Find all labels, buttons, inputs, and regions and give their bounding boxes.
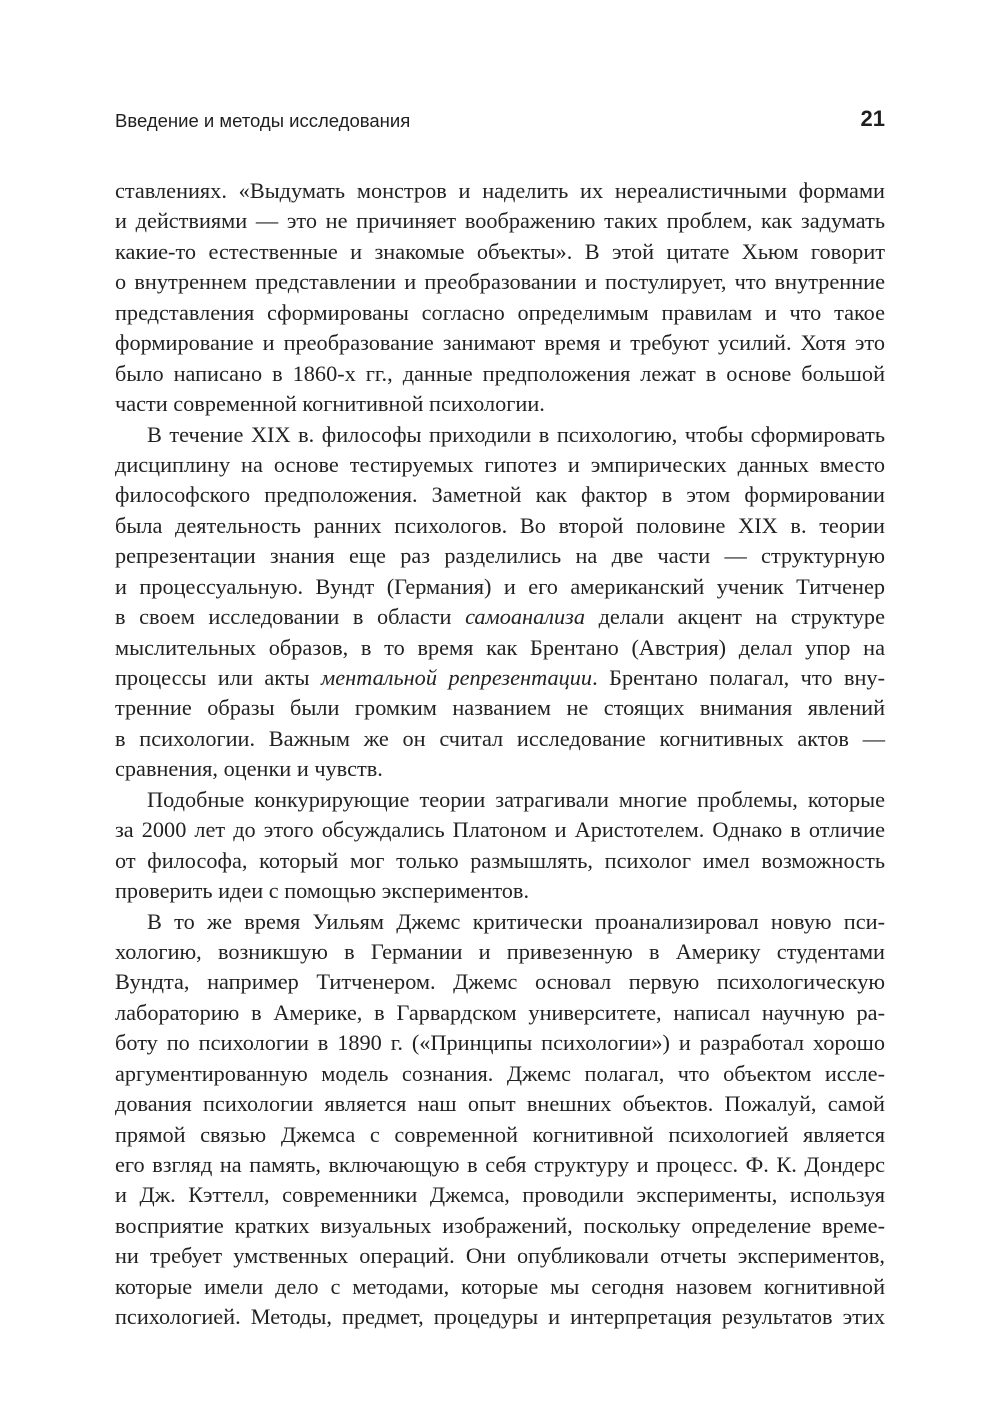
- text-segment: хологию, возникшую в Германии и привезенную в Америку студентами: [115, 938, 885, 964]
- text-segment: дования психологии является наш опыт внешних объектов. Пожалуй, самой: [115, 1091, 885, 1117]
- text-line: [115, 1302, 885, 1332]
- text-line: [115, 511, 885, 541]
- text-segment: сравнения, оценки и чувств.: [115, 756, 383, 782]
- paragraph: [115, 176, 885, 420]
- text-line: [115, 1211, 885, 1241]
- text-segment: тренние образы были громким названием не стоящих внимания явлений: [115, 695, 885, 721]
- text-segment: представления сформированы согласно определимым правилам и что такое: [115, 299, 885, 325]
- text-line: [115, 1089, 885, 1119]
- section-title: Введение и методы исследования: [115, 110, 411, 131]
- italic-term: ментальной репрезентации: [321, 665, 593, 690]
- text-line: [115, 359, 885, 389]
- text-segment: Вундта, например Титченером. Джемс основал первую психологическую: [115, 969, 885, 995]
- running-head: [115, 106, 885, 136]
- text-segment: ставлениях. «Выдумать монстров и наделить их нереалистичными формами: [115, 178, 885, 203]
- text-segment: в психологии. Важным же он считал исследование когнитивных актов —: [115, 725, 885, 751]
- text-segment: его взгляд на память, включающую в себя структуру и процесс. Ф. К. Дондерс: [115, 1152, 885, 1177]
- italic-term: самоанализа: [465, 604, 585, 630]
- text-segment: о внутреннем представлении и преобразовании и постулирует, что внутренние: [115, 269, 885, 295]
- text-segment: ни требует умственных операций. Они опубликовали отчеты экспериментов,: [115, 1243, 885, 1269]
- text-line: [115, 206, 885, 236]
- text-line: [115, 1059, 885, 1089]
- text-line: [115, 298, 885, 328]
- text-line: [115, 420, 885, 450]
- text-segment: от философа, который мог только размышлять, психолог имел возможность: [115, 847, 885, 873]
- text-segment: формирование и преобразование занимают время и требуют усилий. Хотя это: [115, 330, 885, 356]
- text-line: [115, 846, 885, 876]
- text-line: [115, 237, 885, 267]
- text-line: [115, 907, 885, 937]
- text-segment: делали акцент на структуре: [584, 604, 885, 630]
- text-line: [115, 1028, 885, 1058]
- text-line: [115, 937, 885, 967]
- text-segment: в своем исследовании в области: [115, 604, 466, 630]
- text-line: [115, 267, 885, 297]
- text-segment: Подобные конкурирующие теории затрагивали многие проблемы, которые: [147, 786, 885, 812]
- text-line: [115, 998, 885, 1028]
- text-line: [115, 572, 885, 602]
- text-segment: В то же время Уильям Джемс критически проанализировал новую пси-: [147, 908, 885, 934]
- text-line: [115, 1180, 885, 1210]
- text-segment: аргументированную модель сознания. Джемс полагал, что объектом иссле-: [115, 1060, 885, 1086]
- text-line: [115, 1120, 885, 1150]
- text-line: [115, 1272, 885, 1302]
- text-segment: какие-то естественные и знакомые объекты». В этой цитате Хьюм говорит: [115, 238, 885, 264]
- text-line: [115, 176, 885, 206]
- text-segment: прямой связью Джемса с современной когнитивной психологией является: [115, 1121, 885, 1147]
- text-line: [115, 328, 885, 358]
- text-segment: мыслительных образов, в то время как Брентано (Австрия) делал упор на: [115, 634, 885, 660]
- text-line: [115, 389, 885, 419]
- text-segment: репрезентации знания еще раз разделились на две части — структурную: [115, 543, 885, 569]
- text-line: [115, 876, 885, 906]
- text-segment: психологией. Методы, предмет, процедуры и интерпретация результатов этих: [115, 1304, 885, 1330]
- text-segment: В течение XIX в. философы приходили в психологию, чтобы сформировать: [147, 421, 885, 447]
- text-line: [115, 450, 885, 480]
- text-segment: и действиями — это не причиняет воображению таких проблем, как задумать: [115, 208, 885, 234]
- text-segment: боту по психологии в 1890 г. («Принципы психологии») и разработал хорошо: [115, 1030, 885, 1056]
- text-line: [115, 724, 885, 754]
- text-segment: которые имели дело с методами, которые мы сегодня назовем когнитивной: [115, 1273, 885, 1299]
- text-line: [115, 541, 885, 571]
- text-segment: . Брентано полагал, что вну-: [592, 665, 885, 690]
- text-segment: процессы или акты: [115, 665, 322, 690]
- text-line: [115, 693, 885, 723]
- text-segment: лабораторию в Америке, в Гарвардском университете, написал научную ра-: [115, 999, 885, 1025]
- paragraph: [115, 785, 885, 907]
- text-line: [115, 967, 885, 997]
- text-line: [115, 633, 885, 663]
- paragraph: [115, 907, 885, 1333]
- text-segment: восприятие кратких визуальных изображений, поскольку определение време-: [115, 1212, 885, 1238]
- text-line: [115, 663, 885, 693]
- text-segment: было написано в 1860-х гг., данные предположения лежат в основе большой: [115, 360, 885, 386]
- text-line: [115, 602, 885, 632]
- text-segment: философского предположения. Заметной как фактор в этом формировании: [115, 482, 885, 508]
- text-segment: дисциплину на основе тестируемых гипотез и эмпирических данных вместо: [115, 451, 885, 477]
- text-segment: и процессуальную. Вундт (Германия) и его американский ученик Титченер: [115, 573, 885, 599]
- text-segment: была деятельность ранних психологов. Во второй половине XIX в. теории: [115, 512, 885, 538]
- text-segment: и Дж. Кэттелл, современники Джемса, проводили эксперименты, используя: [115, 1182, 885, 1208]
- text-line: [115, 785, 885, 815]
- text-segment: за 2000 лет до этого обсуждались Платоном и Аристотелем. Однако в отличие: [115, 817, 885, 843]
- paragraph: [115, 420, 885, 785]
- text-line: [115, 480, 885, 510]
- body-text: [115, 176, 885, 1333]
- text-line: [115, 1241, 885, 1271]
- text-segment: проверить идеи с помощью экспериментов.: [115, 878, 530, 904]
- text-line: [115, 1150, 885, 1180]
- text-line: [115, 815, 885, 845]
- page-number: 21: [860, 106, 885, 131]
- text-segment: части современной когнитивной психологии.: [115, 391, 545, 417]
- text-line: [115, 754, 885, 784]
